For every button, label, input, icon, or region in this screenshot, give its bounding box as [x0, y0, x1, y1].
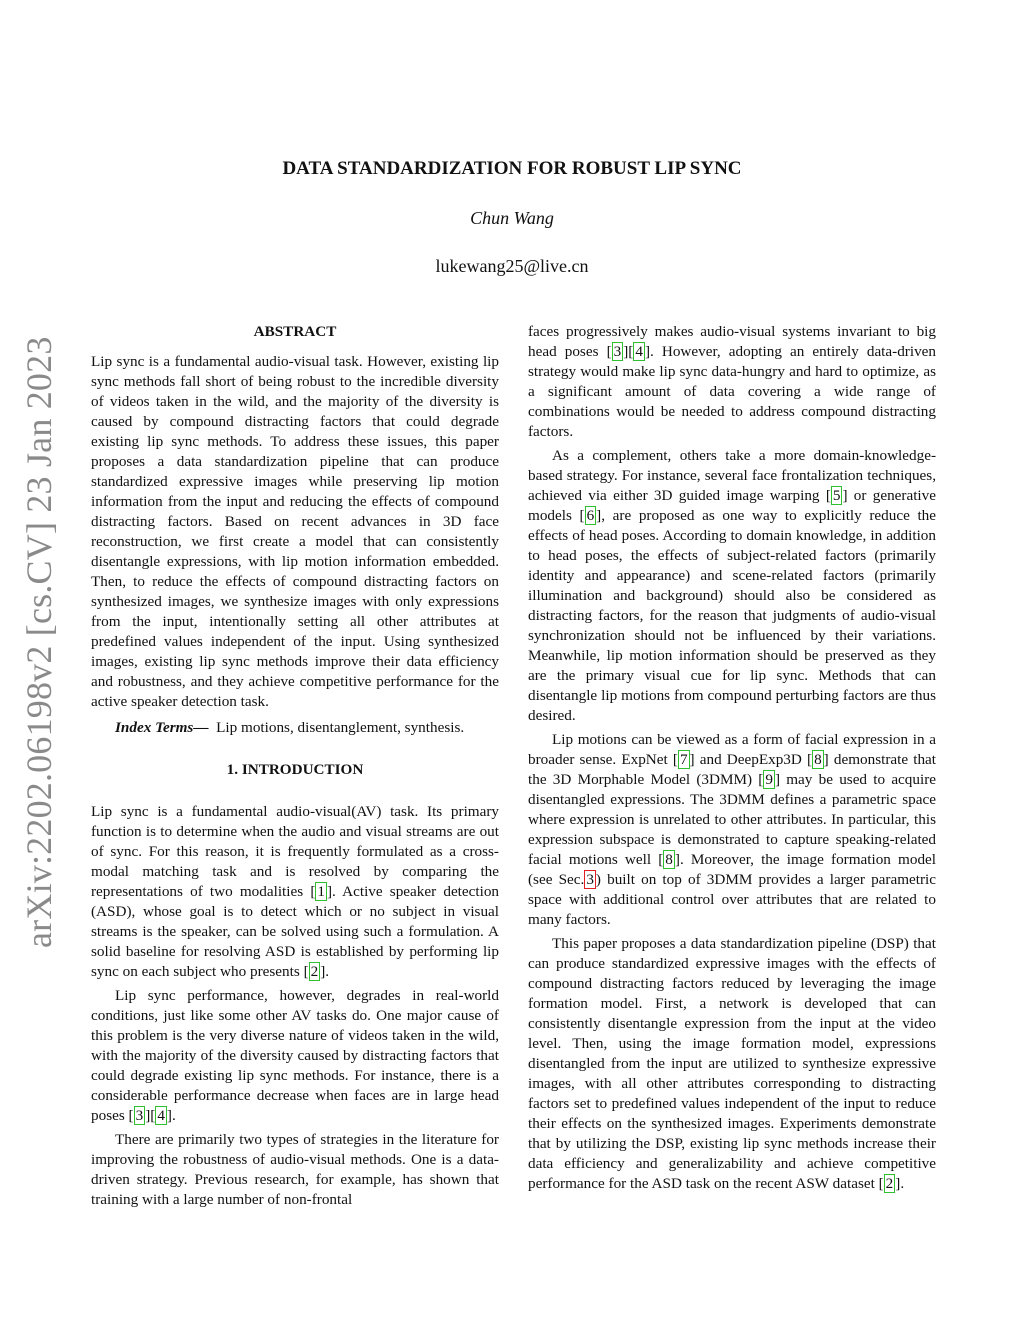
intro-heading: 1. INTRODUCTION	[226, 761, 364, 778]
citation-link[interactable]: 5	[832, 487, 841, 504]
citation-link[interactable]: 8	[665, 851, 673, 868]
citation-link[interactable]: 7	[679, 751, 688, 768]
section-reference-link[interactable]: 3	[586, 871, 594, 888]
arxiv-id[interactable]: arXiv:2202.06198v2 [cs.CV] 23 Jan 2023	[19, 336, 59, 948]
index-terms-label: Index Terms—	[115, 719, 209, 736]
author-email: lukewang25@live.cn	[435, 256, 589, 276]
right-paragraph-3: Lip motions can be viewed as a form of facial expression in a broader sense. ExpNet [ 7 ] and DeepExp3D [ 8 ] demonstrate that the 3D Morphable Model (3DMM) [ 9 ] may be used to acquire disentangled expressions. The 3DMM defines a parametric space where expression is unrelated to other attributes. In particular, this expression subspace is demonstrated to capture speaking-related facial motions well [ 8 ]. Moreover, the image formation model (see Sec. 3 ) built on top of 3DMM provides a larger parametric space with additional control over attributes that are related to many factors.	[528, 731, 937, 928]
right-paragraph-2: As a complement, others take a more domain-knowledge-based strategy. For instance, several face frontalization techniques, achieved via either 3D guided image warping [ 5 ] or generative models [ 6 ], are proposed as one way to explicitly reduce the effects of head poses. According to domain knowledge, in addition to head poses, the effects of subject-related factors (primarily identity and appearance) and scene-related factors (primarily illumination and background) should also be considered as distracting factors, for the reason that judgments of audio-visual synchronization should not be influenced by their variations. Meanwhile, lip motion information should be preserved as they are the primary visual cue for lip sync. Methods that can disentangle lip motions from compound perturbing factors are thus desired.	[528, 447, 937, 724]
citation-link[interactable]: 2	[310, 963, 319, 980]
citation-link[interactable]: 1	[317, 883, 325, 900]
citation-link[interactable]: 9	[765, 771, 773, 788]
abstract-text: Lip sync is a fundamental audio-visual task. However, existing lip sync methods fall short of being robust to the incredible diversity of videos taken in the wild, and the majority of the diversity is caused by compound distracting factors that could degrade existing lip sync methods. To address these issues, this paper proposes a data standardization pipeline that can produce standardized expressive images while preserving lip motion information from the input and reducing the effects of compound distracting factors. Based on recent advances in 3D face reconstruction, we first create a model that can consistently disentangle expressions, with lip motion information embedded. Then, to reduce the effects of compound distracting factors on synthesized images, we synthesize images with only expressions from the input, intentionally setting all other attributes at predefined values independent of the input. Using synthesized images, existing lip sync methods improve their data efficiency and robustness, and they achieve competitive performance for the active speaker detection task.	[91, 353, 499, 710]
citation-link[interactable]: 8	[814, 751, 822, 768]
right-paragraph-1: faces progressively makes audio-visual systems invariant to big head poses [ 3 ][ 4 ]. However, adopting an entirely data-driven strategy would make lip sync data-hungry and hard to optimize, as a significant amount of data covering a wide range of combinations would be needed to address compound distracting factors.	[528, 323, 937, 440]
citation-link[interactable]: 4	[635, 343, 643, 360]
citation-link[interactable]: 2	[885, 1175, 894, 1192]
citation-link[interactable]: 3	[135, 1107, 144, 1124]
intro-paragraph-1: Lip sync is a fundamental audio-visual(AV) task. Its primary function is to determine when the audio and visual streams are out of sync. For this reason, it is frequently formulated as a cross-modal matching task and is resolved by comparing the representations of two modalities [ 1 ]. Active speaker detection (ASD), whose goal is to detect which or no subject in visual streams is the speaker, can be solved using such a formulation. A solid baseline for resolving ASD is established by performing lip sync on each subject who presents [ 2 ].	[91, 803, 500, 980]
intro-paragraph-2: Lip sync performance, however, degrades in real-world conditions, just like some other AV tasks do. One major cause of this problem is the very diverse nature of videos taken in the wild, with the majority of the diversity caused by distracting factors that could degrade existing lip sync methods. For instance, there is a considerable performance decrease when faces are in large head poses [ 3 ][ 4 ].	[91, 987, 499, 1124]
citation-link[interactable]: 4	[157, 1107, 165, 1124]
abstract-heading: ABSTRACT	[253, 323, 337, 340]
right-column	[528, 322, 936, 1198]
intro-paragraph-3: There are primarily two types of strategies in the literature for improving the robustness of audio-visual methods. One is a data-driven strategy. Previous research, for example, has shown that training with a large number of non-frontal	[91, 1131, 499, 1208]
right-paragraph-4: This paper proposes a data standardization pipeline (DSP) that can produce standardized expressive images with the effects of compound distracting factors reduced by leveraging the image formation model. First, a network is developed that can consistently disentangle expression from the input at the video level. Then, using the image formation model, expressions disentangled from the input are utilized to synthesize expressive images, with all other attributes corresponding to distracting factors set to predefined values independent of the input to reduce their effects on the synthesized images. Experiments demonstrate that by utilizing the DSP, existing lip sync methods increase their data efficiency and generalizability and achieve competitive performance for the ASD task on the recent ASW dataset [ 2 ].	[528, 935, 936, 1192]
paper-title: DATA STANDARDIZATION FOR ROBUST LIP SYNC	[282, 158, 742, 179]
citation-link[interactable]: 3	[613, 343, 622, 360]
left-column	[91, 322, 499, 1214]
citation-link[interactable]: 6	[586, 507, 595, 524]
index-terms-text: Lip motions, disentanglement, synthesis.	[216, 719, 465, 736]
index-terms	[91, 718, 499, 738]
author-name: Chun Wang	[470, 208, 554, 228]
